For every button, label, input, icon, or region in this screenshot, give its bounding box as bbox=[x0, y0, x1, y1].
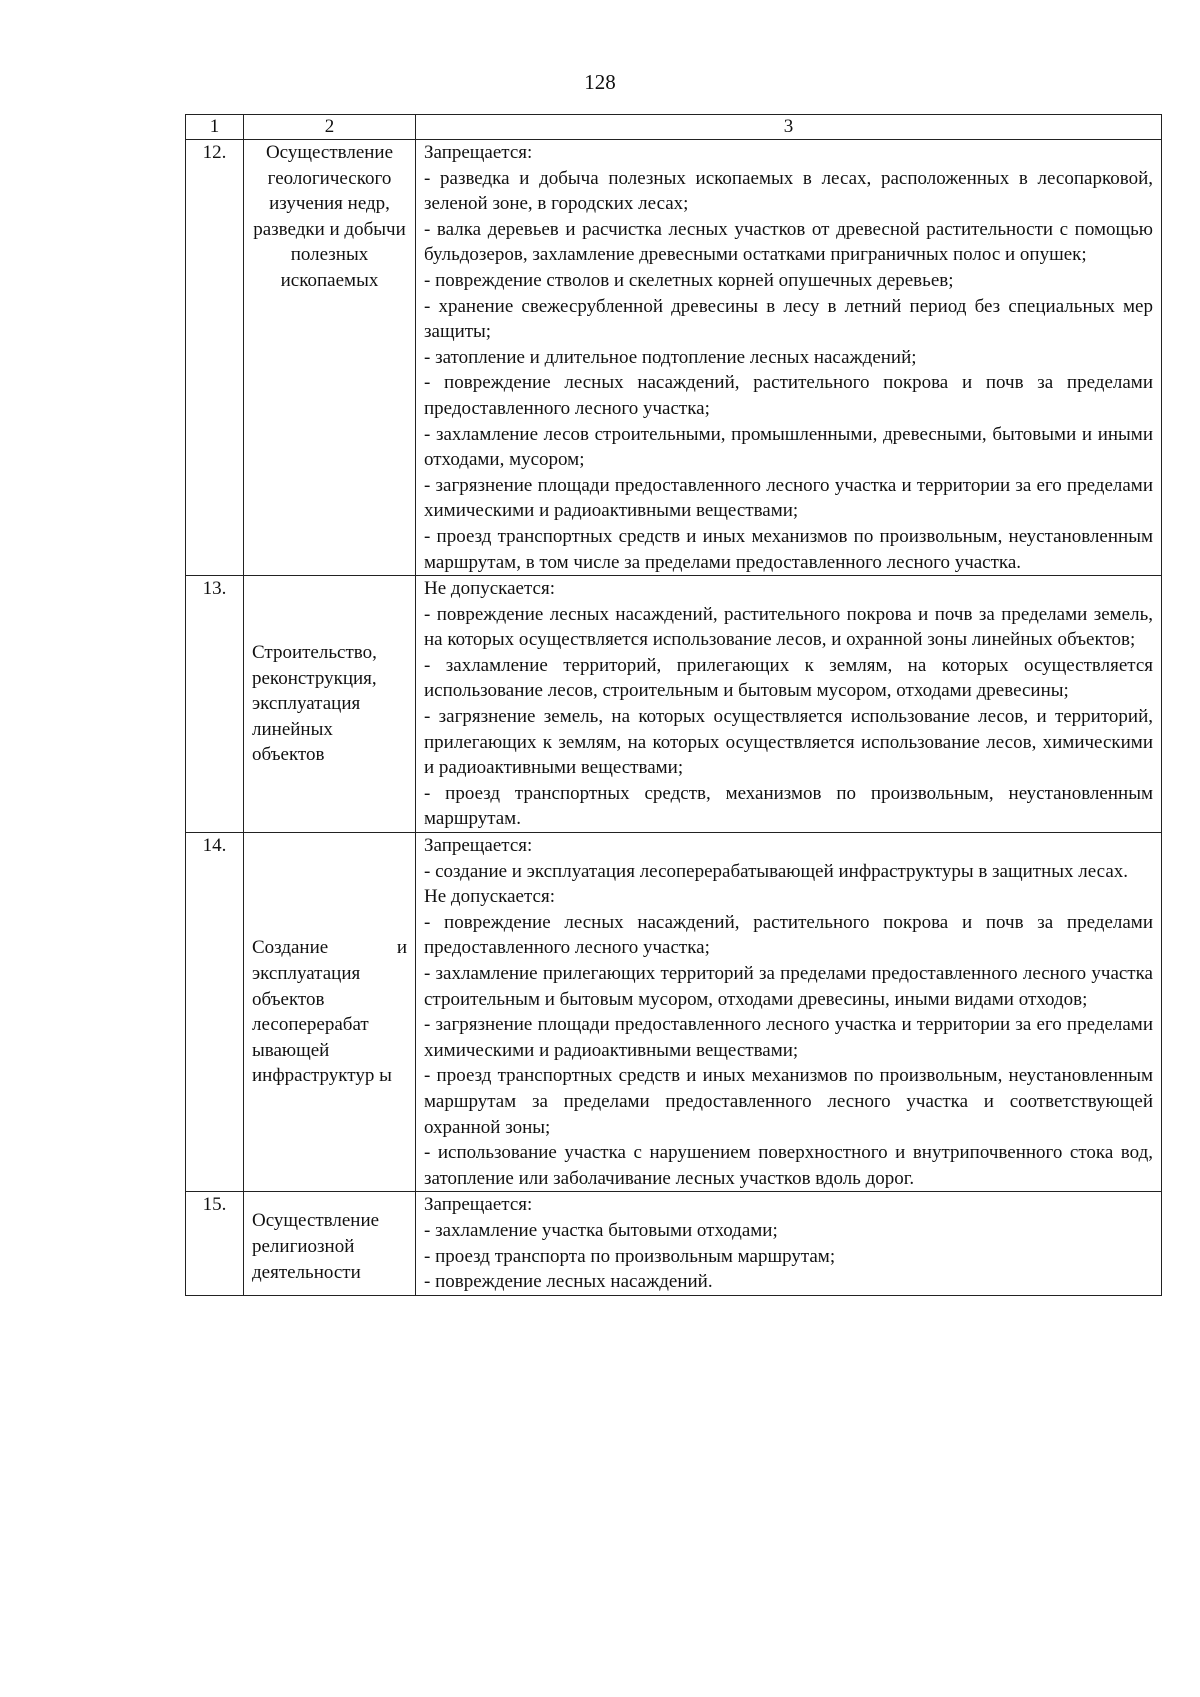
page-number: 128 bbox=[584, 70, 616, 94]
rules-cell bbox=[416, 140, 1162, 576]
row-number: 12. bbox=[186, 140, 244, 576]
header-cell-1: 1 bbox=[186, 115, 244, 140]
row-number: 13. bbox=[186, 576, 244, 833]
rule-item: - захламление территорий, прилегающих к землям, на которых осуществляется использование лесов, строительным и бытовым мусором, отходами древесины; bbox=[424, 654, 1153, 702]
rule-item: - загрязнение площади предоставленного лесного участка и территории за его пределами химическими и радиоактивными веществами; bbox=[424, 474, 1153, 522]
rules-cell bbox=[416, 833, 1162, 1192]
activity-cell: Строительство, реконструкция, эксплуатация линейных объектов bbox=[244, 576, 416, 833]
rules-cell bbox=[416, 576, 1162, 833]
rule-item: - хранение свежесрубленной древесины в лесу в летний период без специальных мер защиты; bbox=[424, 295, 1153, 343]
row-number: 14. bbox=[186, 833, 244, 1192]
restrictions-table bbox=[185, 114, 1162, 1296]
table-row bbox=[186, 576, 1162, 833]
rule-item: - валка деревьев и расчистка лесных участков от древесной растительности с помощью бульдозеров, захламление древесными остатками приграничных полос и опушек; bbox=[424, 218, 1153, 266]
rules-heading: Запрещается: bbox=[424, 835, 533, 857]
rule-item: - захламление прилегающих территорий за пределами предоставленного лесного участка строительным и бытовым мусором, отходами древесины, иными видами отходов; bbox=[424, 963, 1153, 1010]
activity-cell: Осуществление религиозной деятельности bbox=[244, 1192, 416, 1295]
rule-item: - захламление участка бытовыми отходами; bbox=[424, 1219, 778, 1241]
rule-item: - повреждение лесных насаждений, растительного покрова и почв за пределами предоставленного лесного участка; bbox=[424, 911, 1153, 959]
rule-item: - проезд транспортных средств, механизмов по произвольным, неустановленным маршрутам. bbox=[424, 782, 1153, 830]
rule-item: - проезд транспортных средств и иных механизмов по произвольным, неустановленным маршрутам за пределами предоставленного лесного участка и соответствующей охранной зоны; bbox=[424, 1065, 1153, 1138]
table-row bbox=[186, 1192, 1162, 1295]
table-header-row bbox=[186, 115, 1162, 140]
rules-cell bbox=[416, 1192, 1162, 1295]
header-cell-2: 2 bbox=[244, 115, 416, 140]
table-row bbox=[186, 140, 1162, 576]
rule-item: - создание и эксплуатация лесоперерабатывающей инфраструктуры в защитных лесах. bbox=[424, 860, 1129, 882]
activity-cell: Создание и эксплуатация объектов лесоперерабат ывающей инфраструктур ы bbox=[244, 833, 416, 1192]
rule-item: - проезд транспорта по произвольным маршрутам; bbox=[424, 1245, 836, 1267]
activity-cell: Осуществление геологического изучения недр, разведки и добычи полезных ископаемых bbox=[244, 140, 416, 576]
rule-item: - загрязнение земель, на которых осуществляется использование лесов, и территорий, прилегающих к землям, на которых осуществляется использование лесов, химическими и радиоактивными веществами; bbox=[424, 706, 1153, 779]
rules-heading: Запрещается: bbox=[424, 1194, 533, 1216]
rule-item: - повреждение лесных насаждений, растительного покрова и почв за пределами предоставленного лесного участка; bbox=[424, 372, 1153, 419]
header-cell-3: 3 bbox=[416, 115, 1162, 140]
rules-heading: Не допускается: bbox=[424, 886, 555, 908]
rule-item: - проезд транспортных средств и иных механизмов по произвольным, неустановленным маршрутам, в том числе за пределами предоставленного лесного участка. bbox=[424, 525, 1153, 573]
rule-item: - повреждение лесных насаждений, растительного покрова и почв за пределами земель, на которых осуществляется использование лесов, и охранной зоны линейных объектов; bbox=[424, 603, 1153, 651]
row-number: 15. bbox=[186, 1192, 244, 1295]
rules-heading: Не допускается: bbox=[424, 578, 555, 600]
rule-item: - повреждение стволов и скелетных корней опушечных деревьев; bbox=[424, 269, 954, 291]
rules-heading: Запрещается: bbox=[424, 142, 533, 163]
table-row bbox=[186, 833, 1162, 1192]
rule-item: - захламление лесов строительными, промышленными, древесными, бытовыми и иными отходами, мусором; bbox=[424, 423, 1153, 471]
rule-item: - разведка и добыча полезных ископаемых в лесах, расположенных в лесопарковой, зеленой зоне, в городских лесах; bbox=[424, 167, 1153, 215]
rule-item: - использование участка с нарушением поверхностного и внутрипочвенного стока вод, затопление или заболачивание лесных участков вдоль дорог. bbox=[424, 1142, 1153, 1189]
rule-item: - затопление и длительное подтопление лесных насаждений; bbox=[424, 346, 917, 368]
rule-item: - повреждение лесных насаждений. bbox=[424, 1271, 713, 1293]
rule-item: - загрязнение площади предоставленного лесного участка и территории за его пределами химическими и радиоактивными веществами; bbox=[424, 1014, 1153, 1061]
